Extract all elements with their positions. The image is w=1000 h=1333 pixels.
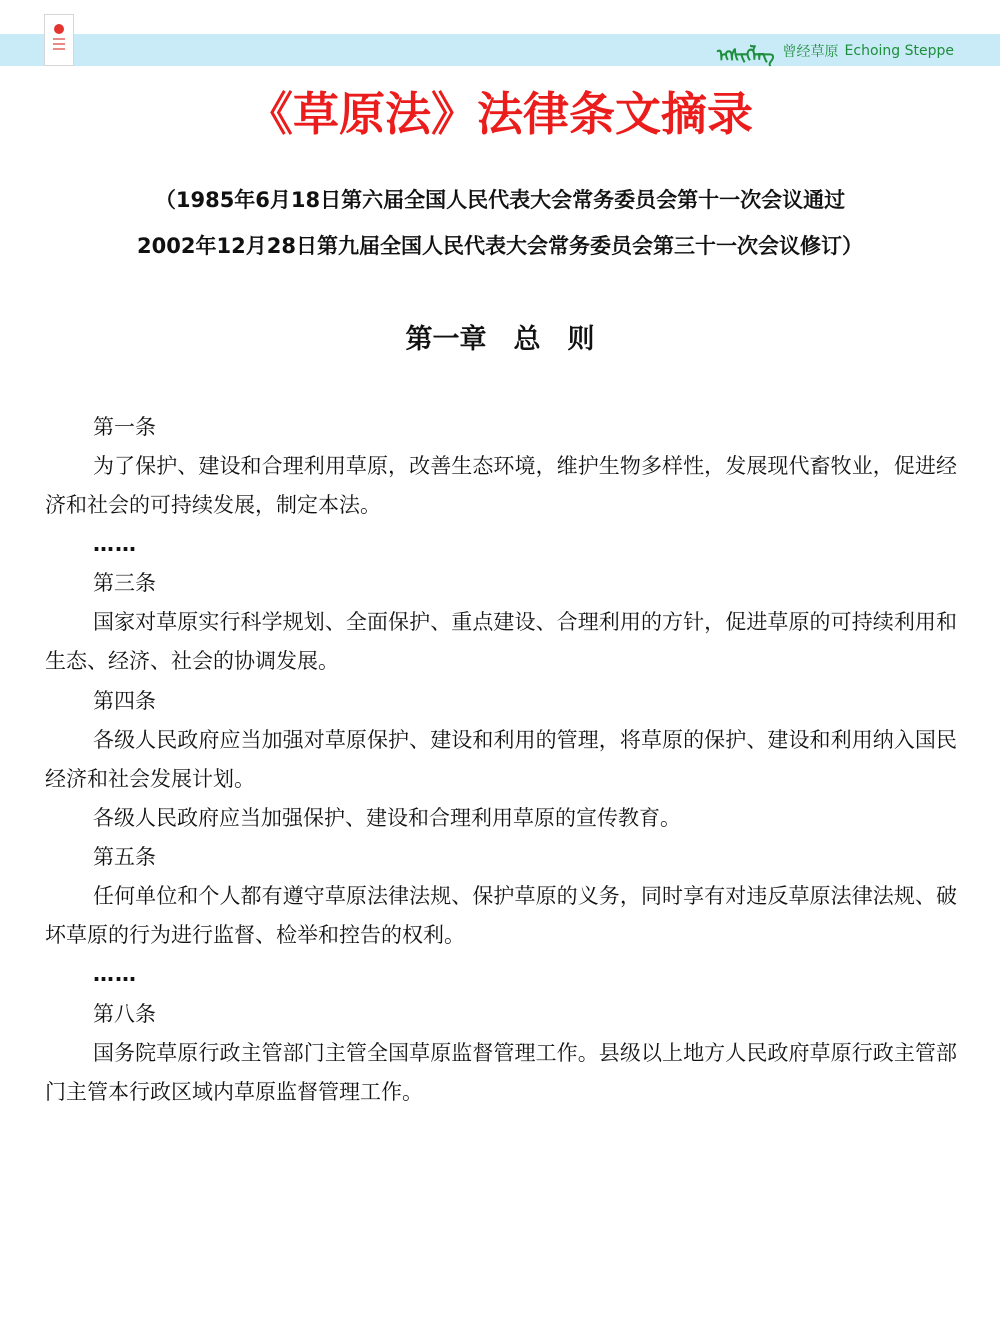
brand-chinese-name: 曾经草原 <box>782 44 839 60</box>
article-paragraph: 国务院草原行政主管部门主管全国草原监督管理工作。县级以上地方人民政府草原行政主管部门主管本行政区域内草原监督管理工作。 <box>45 1041 957 1104</box>
logo-emblem-icon <box>54 24 64 34</box>
article-label: 第三条 <box>93 571 156 595</box>
brand-mongolian-script: ᠡᠭᠰᠢᠭᠯᠡᠭ <box>717 46 775 66</box>
article-label: 第四条 <box>93 689 156 713</box>
article-label: 第一条 <box>93 415 156 439</box>
article-paragraph: 国家对草原实行科学规划、全面保护、重点建设、合理利用的方针，促进草原的可持续利用和生态、经济、社会的协调发展。 <box>45 610 957 673</box>
logo-stripe <box>53 38 65 40</box>
article-label: 第五条 <box>93 845 156 869</box>
brand-english-name: Echoing Steppe <box>844 43 954 59</box>
article-paragraph: 各级人民政府应当加强保护、建设和合理利用草原的宣传教育。 <box>93 806 681 830</box>
article-paragraph: 各级人民政府应当加强对草原保护、建设和利用的管理，将草原的保护、建设和利用纳入国民经济和社会发展计划。 <box>45 728 957 791</box>
omission-ellipsis: …… <box>93 532 137 556</box>
brand <box>717 40 954 66</box>
logo <box>44 14 74 66</box>
article-paragraph: 为了保护、建设和合理利用草原，改善生态环境，维护生物多样性，发展现代畜牧业，促进经济和社会的可持续发展，制定本法。 <box>45 454 957 517</box>
article-label: 第八条 <box>93 1002 156 1026</box>
subtitle-line-1: （1985年6月18日第六届全国人民代表大会常务委员会第十一次会议通过 <box>154 188 846 212</box>
subtitle-line-2: 2002年12月28日第九届全国人民代表大会常务委员会第三十一次会议修订） <box>137 234 863 258</box>
document-title: 《草原法》法律条文摘录 <box>247 87 753 141</box>
chapter-heading: 第一章 总 则 <box>405 324 595 355</box>
article-paragraph: 任何单位和个人都有遵守草原法律法规、保护草原的义务，同时享有对违反草原法律法规、破坏草原的行为进行监督、检举和控告的权利。 <box>45 884 957 947</box>
logo-stripe <box>53 43 65 45</box>
logo-stripe <box>53 48 65 50</box>
omission-ellipsis: …… <box>93 962 137 986</box>
